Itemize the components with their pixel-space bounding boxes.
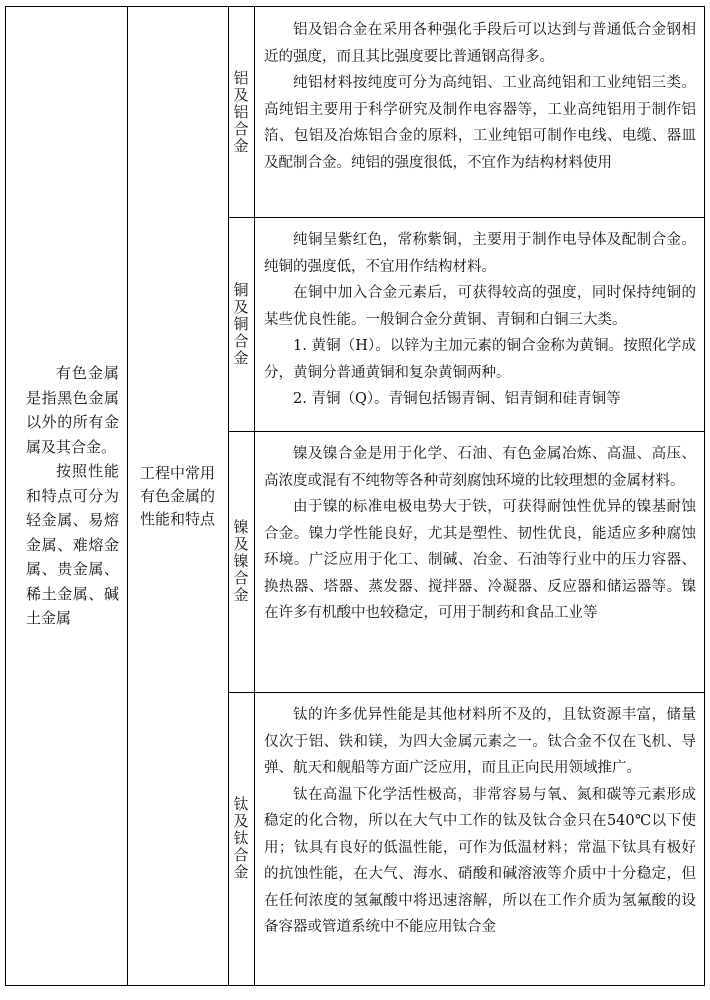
group-cell xyxy=(127,7,228,985)
content-paragraph: 2. 青铜（Q）。青铜包括锡青铜、铝青铜和硅青铜等 xyxy=(293,391,621,407)
row-content-aluminum xyxy=(254,7,704,217)
content-paragraph: 纯铝材料按纯度可分为高纯铝、工业高纯铝和工业纯铝三类。高纯铝主要用于科学研究及制作电容器等，工业高纯铝用于制作铝箔、包铝及冶炼铝合金的原料，工业纯铝可制作电线、电缆、器皿及配制合金。纯铝的强度很低，不宜作为结构材料使用 xyxy=(264,75,696,171)
row-name-cell xyxy=(228,431,254,692)
content-paragraph: 镍及镍合金是用于化学、石油、有色金属冶炼、高温、高压、高浓度或混有不纯物等各种苛刻腐蚀环境的比较理想的金属材料。 xyxy=(264,446,696,489)
row-name-copper: 铜及铜合金 xyxy=(233,280,249,367)
row-name-cell xyxy=(228,692,254,985)
properties-table xyxy=(5,6,705,986)
row-name-nickel: 镍及镍合金 xyxy=(233,518,249,604)
row-name-cell xyxy=(228,7,254,217)
row-content-nickel xyxy=(254,431,704,692)
content-paragraph: 1. 黄铜（H）。以锌为主加元素的铜合金称为黄铜。按照化学成分，黄铜分普通黄铜和复杂黄铜两种。 xyxy=(264,338,696,381)
content-paragraph: 纯铜呈紫红色，常称紫铜，主要用于制作电导体及配制合金。纯铜的强度低，不宜用作结构材料。 xyxy=(264,232,696,275)
row-content-titanium xyxy=(254,692,704,985)
category-paragraph: 按照性能和特点可分为轻金属、易熔金属、难熔金属、贵金属、稀土金属、碱土金属 xyxy=(26,462,119,628)
category-paragraph: 有色金属是指黑色金属以外的所有金属及其合金。 xyxy=(26,364,119,456)
group-label: 工程中常用有色金属的性能和特点 xyxy=(140,463,216,528)
row-name-cell xyxy=(228,217,254,431)
content-paragraph: 在铜中加入合金元素后，可获得较高的强度，同时保持纯铜的某些优良性能。一般铜合金分黄铜、青铜和白铜三大类。 xyxy=(264,285,696,328)
content-paragraph: 铝及铝合金在采用各种强化手段后可以达到与普通低合金钢相近的强度，而且其比强度要比普通钢高得多。 xyxy=(264,22,696,65)
row-name-titanium: 钛及钛合金 xyxy=(233,795,249,881)
content-paragraph: 钛在高温下化学活性极高，非常容易与氧、氮和碳等元素形成稳定的化合物，所以在大气中工作的钛及钛合金只在540℃以下使用；钛具有良好的低温性能，可作为低温材料；常温下钛具有极好的抗蚀性能，在大气、海水、硝酸和碱溶液等介质中十分稳定，但在任何浓度的氢氟酸中将迅速溶解，所以在工作介质为氢氟酸的设备容器或管道系统中不能应用钛合金 xyxy=(264,786,696,935)
row-content-copper xyxy=(254,217,704,431)
content-paragraph: 由于镍的标准电极电势大于铁，可获得耐蚀性优异的镍基耐蚀合金。镍力学性能良好，尤其是塑性、韧性优良，能适应多种腐蚀环境。广泛应用于化工、制碱、冶金、石油等行业中的压力容器、换热器、塔器、蒸发器、搅拌器、冷凝器、反应器和储运器等。镍在许多有机酸中也较稳定，可用于制药和食品工业等 xyxy=(264,499,696,621)
row-name-aluminum: 铝及铝合金 xyxy=(233,68,249,155)
content-paragraph: 钛的许多优异性能是其他材料所不及的，且钛资源丰富，储量仅次于铝、铁和镁，为四大金属元素之一。钛合金不仅在飞机、导弹、航天和舰船等方面广泛应用，而且正向民用领域推广。 xyxy=(264,707,696,776)
category-cell xyxy=(6,7,127,985)
